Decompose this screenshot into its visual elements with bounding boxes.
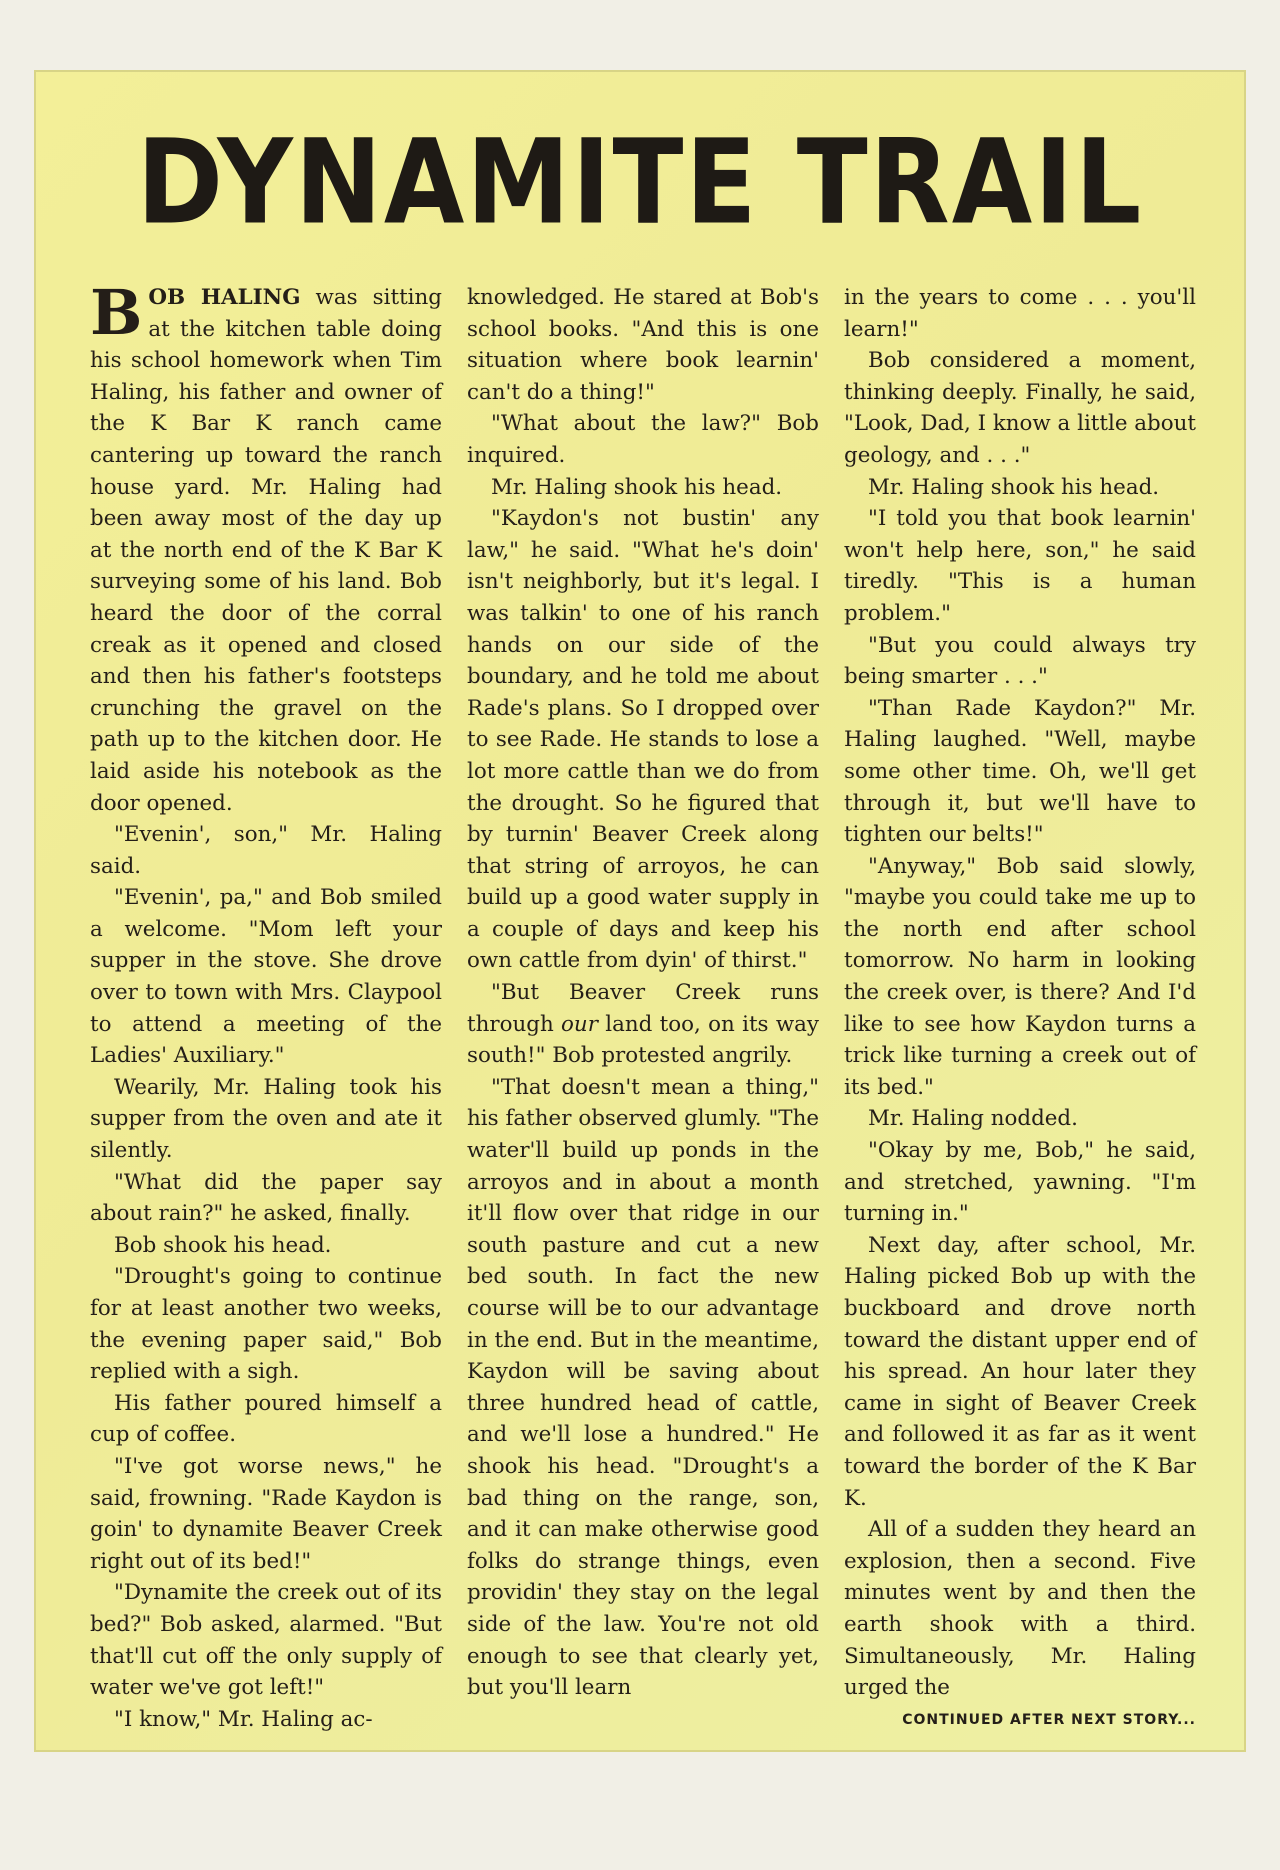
paragraph — [90, 276, 442, 819]
drop-cap: B — [90, 276, 143, 349]
story-title: DYNAMITE TRAIL — [136, 113, 1144, 251]
continued-note: CONTINUED AFTER NEXT STORY... — [902, 1712, 1196, 1728]
paragraph: "What about the law?" Bob inquired. — [467, 411, 819, 468]
paragraph: Mr. Haling nodded. — [868, 1106, 1078, 1132]
paragraph: "That doesn't mean a thing," his father observed glumly. "The water'll build up ponds in the arroyos and in about a month it'll flow over that ridge in our south pasture and cut a new bed south. In fact the new course will be to our advantage in the end. But in the meantime, Kaydon will be saving about three hundred head of cattle, and we'll lose a hundred." He shook his head. "Drought's a bad thing on the range, son, and it can make otherwise good folks do strange things, even providin' they stay on the legal side of the law. You're not old enough to see that clearly yet, but you'll learn — [467, 1074, 819, 1701]
paragraph: "Dynamite the creek out of its bed?" Bob asked, alarmed. "But that'll cut off the only supply of water we've got left!" — [90, 1580, 442, 1701]
column-1 — [90, 276, 442, 1732]
paragraph: Bob considered a moment, thinking deeply. Finally, he said, "Look, Dad, I know a little about geology, and . . ." — [844, 348, 1196, 468]
paragraph-text: was sitting at the kitchen table doing his school homework when Tim Haling, his father and owner of the K Bar K ranch came cantering up toward the ranch house yard. Mr. Haling had been away most of the day up at the north end of the K Bar K surveying some of his land. Bob heard the door of the corral creak as it opened and closed and then his father's footsteps crunching the gravel on the path up to the kitchen door. He laid aside his notebook as the door opened. — [90, 285, 442, 816]
paragraph-text: "But Beaver Creek runs through — [467, 980, 819, 1037]
paragraph: "Evenin', son," Mr. Haling said. — [90, 822, 442, 879]
paragraph: "I've got worse news," he said, frowning. "Rade Kaydon is goin' to dynamite Beaver Creek right out of its bed!" — [90, 1453, 442, 1574]
paragraph: knowledged. He stared at Bob's school books. "And this is one situation where book learnin' can't do a thing!" — [467, 285, 819, 405]
paragraph: "Kaydon's not bustin' any law," he said. "What he's doin' isn't neighborly, but it's legal. I was talkin' to one of his ranch hands on our side of the boundary, and he told me about Rade's plans. So I dropped over to see Rade. He stands to lose a lot more cattle than we do from the drought. So he figured that by turnin' Beaver Creek along that string of arroyos, he can build up a good water supply in a couple of days and keep his own cattle from dyin' of thirst." — [467, 506, 819, 974]
paragraph — [467, 977, 819, 1072]
paragraph: "Drought's going to continue for at least another two weeks, the evening paper said," Bob replied with a sigh. — [90, 1264, 442, 1385]
paragraph: Mr. Haling shook his head. — [868, 474, 1160, 500]
paragraph: His father poured himself a cup of coffee. — [90, 1390, 442, 1448]
paragraph: in the years to come . . . you'll learn!" — [844, 285, 1196, 342]
paragraph-text: land too, on its way south!" Bob protested angrily. — [467, 1011, 819, 1069]
paragraph: "Evenin', pa," and Bob smiled a welcome. "Mom left your supper in the stove. She drove over to town with Mrs. Claypool to attend a meeting of the Ladies' Auxiliary." — [90, 885, 442, 1069]
paragraph: Next day, after school, Mr. Haling picked Bob up with the buckboard and drove north toward the distant upper end of his spread. An hour later they came in sight of Beaver Creek and followed it as far as it went toward the border of the K Bar K. — [844, 1232, 1196, 1511]
column-2 — [467, 282, 819, 1702]
paragraph: "Anyway," Bob said slowly, "maybe you could take me up to the north end after school tomorrow. No harm in looking the creek over, is there? And I'd like to see how Kaydon turns a trick like turning a creek out of its bed." — [844, 853, 1196, 1100]
column-3 — [844, 282, 1196, 1702]
paragraph: "I told you that book learnin' won't help here, son," he said tiredly. "This is a human problem." — [844, 506, 1196, 626]
paragraph: "Than Rade Kaydon?" Mr. Haling laughed. "Well, maybe some other time. Oh, we'll get through it, but we'll have to tighten our belts!" — [844, 695, 1196, 848]
emphasis-text: our — [561, 1011, 598, 1037]
paragraph: All of a sudden they heard an explosion, then a second. Five minutes went by and then the earth shook with a third. Simultaneously, Mr. Haling urged the — [844, 1517, 1196, 1701]
story-panel — [34, 70, 1246, 1752]
paragraph: "But you could always try being smarter . . ." — [844, 632, 1196, 690]
paragraph: Wearily, Mr. Haling took his supper from the oven and ate it silently. — [90, 1074, 442, 1164]
paragraph: Bob shook his head. — [114, 1232, 332, 1258]
lead-caps: OB HALING — [148, 285, 301, 310]
paragraph: "What did the paper say about rain?" he asked, finally. — [90, 1169, 442, 1227]
paragraph: "Okay by me, Bob," he said, and stretched, yawning. "I'm turning in." — [844, 1138, 1196, 1227]
paragraph: "I know," Mr. Haling ac- — [114, 1706, 373, 1732]
paragraph: Mr. Haling shook his head. — [491, 474, 783, 500]
